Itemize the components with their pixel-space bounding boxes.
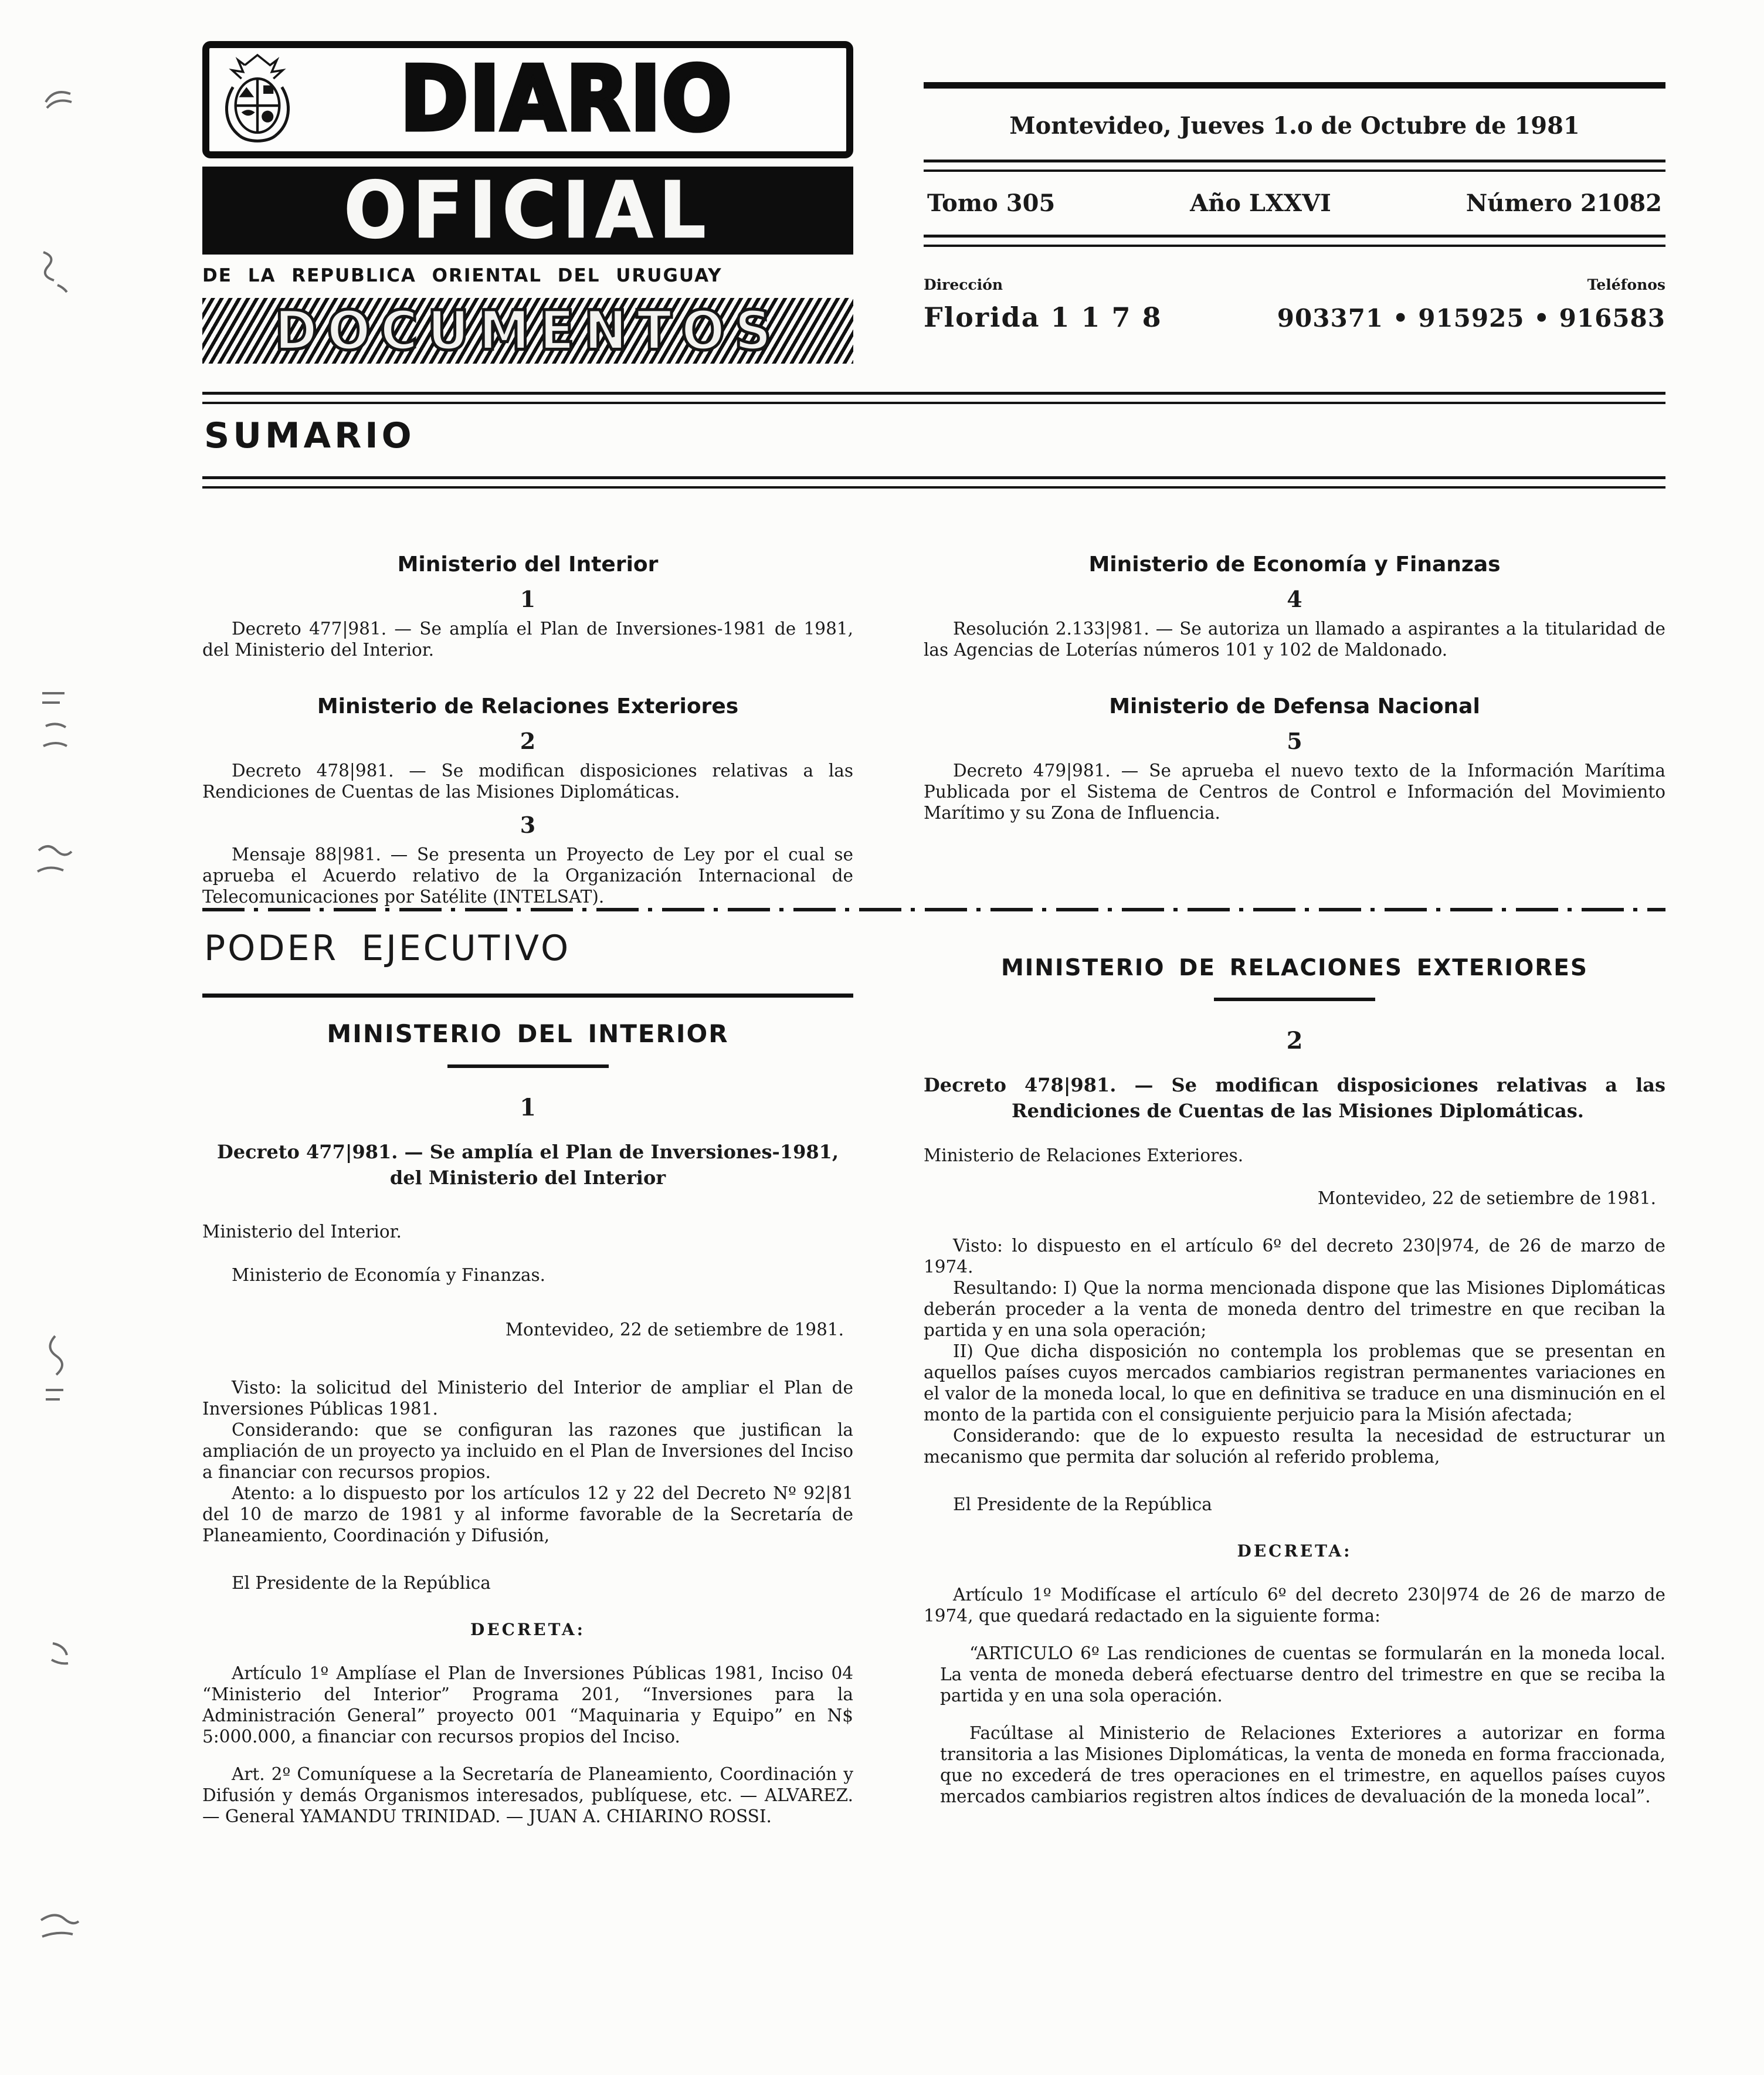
masthead-subtitle: DE LA REPUBLICA ORIENTAL DEL URUGUAY bbox=[202, 265, 722, 286]
documentos-label: DOCUMENTOS bbox=[274, 299, 781, 362]
poder-ejecutivo-title: PODER EJECUTIVO bbox=[204, 928, 571, 969]
issuing-ministry: Ministerio de Economía y Finanzas. bbox=[232, 1265, 546, 1285]
interior-ministry-heading: MINISTERIO DEL INTERIOR bbox=[327, 1019, 729, 1048]
decree-article: Art. 2º Comuníquese a la Secretaría de Planeamiento, Coordinación y Difusión y demás Organismos interesados, publíquese, etc. — ALVAREZ. — General YAMANDU TRINIDAD. — JUAN A. CHIARINO ROSSI. bbox=[202, 1764, 853, 1826]
decree-article-quote: Facúltase al Ministerio de Relaciones Exteriores a autorizar en forma transitoria a las Misiones Diplomáticas, la venta de moneda en forma fraccionada, que no excederá de tres operaciones en el trimestre, en aquellos países cuyos mercados cambiarios registren altos índices de devaluación de la moneda local”. bbox=[940, 1723, 1665, 1806]
sumario-left-column bbox=[202, 544, 853, 907]
decreta-label: DECRETA: bbox=[470, 1620, 585, 1639]
telefonos-label: Teléfonos bbox=[1587, 276, 1665, 293]
decreta-label: DECRETA: bbox=[1237, 1541, 1352, 1561]
decree-paragraph: Considerando: que de lo expuesto resulta la necesidad de estructurar un mecanismo que permita dar solución al referido problema, bbox=[924, 1426, 1665, 1467]
decree-paragraph: II) Que dicha disposición no contempla los problemas que se presentan en aquellos países cuyos mercados cambiarios registran permanentes variaciones en el valor de la moneda local, lo que en definitiva se traduce en una disminución en el monto de la partida con el consiguiente perjuicio para la Misión afectada; bbox=[924, 1341, 1665, 1425]
margin-mark bbox=[41, 82, 76, 111]
sumario-right-column bbox=[924, 544, 1665, 907]
margin-mark bbox=[38, 1331, 73, 1408]
decree-dateline: Montevideo, 22 de setiembre de 1981. bbox=[505, 1320, 844, 1340]
header-bottom-double-rule bbox=[202, 392, 1665, 404]
sumario-heading: Ministerio del Interior bbox=[397, 552, 659, 577]
issue-header bbox=[924, 82, 1665, 333]
poder-ejecutivo-rule bbox=[202, 994, 853, 998]
sumario-double-rule bbox=[202, 476, 1665, 489]
sumario-item-number: 3 bbox=[520, 812, 536, 838]
sumario-item-text: Decreto 477|981. — Se amplía el Plan de Inversiones-1981 de 1981, del Ministerio del Interior. bbox=[202, 619, 853, 660]
sumario-item-text: Resolución 2.133|981. — Se autoriza un llamado a aspirantes a la titularidad de las Agencias de Loterías números 101 y 102 de Maldonado. bbox=[924, 619, 1665, 660]
president-line: El Presidente de la República bbox=[953, 1494, 1212, 1514]
decree-article-quote: “ARTICULO 6º Las rendiciones de cuentas se formularán en la moneda local. La venta de moneda deberá efectuarse dentro del trimestre en que se reciba la partida y en una sola operación. bbox=[940, 1643, 1665, 1706]
heading-rule bbox=[447, 1064, 609, 1068]
margin-mark bbox=[36, 246, 72, 293]
sumario-item-number: 1 bbox=[520, 586, 536, 612]
top-rule bbox=[924, 82, 1665, 89]
margin-mark bbox=[33, 839, 74, 886]
decree-dateline: Montevideo, 22 de setiembre de 1981. bbox=[1317, 1188, 1656, 1208]
sumario-section bbox=[202, 544, 1665, 907]
decree-paragraph: Considerando: que se configuran las razones que justifican la ampliación de un proyecto ya incluido en el Plan de Inversiones del Inciso a financiar con recursos propios. bbox=[202, 1420, 853, 1482]
diario-title-box bbox=[202, 41, 853, 158]
tomo-value: Tomo 305 bbox=[927, 189, 1056, 217]
sumario-item-number: 4 bbox=[1287, 586, 1302, 612]
decree-article: Artículo 1º Modifícase el artículo 6º del decreto 230|974 de 26 de marzo de 1974, que quedará redactado en la siguiente forma: bbox=[924, 1585, 1665, 1626]
uruguay-coat-of-arms-icon bbox=[219, 53, 296, 146]
decree-number: 1 bbox=[520, 1094, 536, 1121]
direccion-value: Florida 1 1 7 8 bbox=[924, 301, 1162, 333]
sumario-title: SUMARIO bbox=[204, 415, 415, 456]
margin-mark bbox=[35, 1906, 82, 1947]
decree-title: Decreto 477|981. — Se amplía el Plan de Inversiones-1981, del Ministerio del Interior bbox=[216, 1141, 839, 1189]
numero-value: Número 21082 bbox=[1466, 189, 1662, 217]
issuing-ministry: Ministerio del Interior. bbox=[202, 1222, 402, 1242]
section-separator-rule bbox=[202, 908, 1665, 911]
decree-title: Decreto 478|981. — Se modifican disposiciones relativas a las Rendiciones de Cuentas de las Misiones Diplomáticas. bbox=[924, 1074, 1665, 1122]
sumario-item-text: Decreto 479|981. — Se aprueba el nuevo texto de la Información Marítima Publicada por el Sistema de Centros de Control e Información del Movimiento Marítimo y su Zona de Influencia. bbox=[924, 761, 1665, 823]
tomo-row bbox=[924, 172, 1665, 235]
margin-mark bbox=[34, 685, 75, 755]
decree-number: 2 bbox=[1286, 1027, 1303, 1055]
contact-labels-row bbox=[924, 276, 1665, 293]
sumario-heading: Ministerio de Relaciones Exteriores bbox=[317, 694, 739, 718]
president-line: El Presidente de la República bbox=[232, 1573, 491, 1593]
direccion-label: Dirección bbox=[924, 276, 1003, 293]
oficial-title-box bbox=[202, 167, 853, 255]
masthead-title-oficial: OFICIAL bbox=[344, 165, 712, 256]
masthead-title-diario: DIARIO bbox=[400, 48, 733, 151]
sumario-heading: Ministerio de Defensa Nacional bbox=[1109, 694, 1480, 718]
double-rule bbox=[924, 160, 1665, 172]
contact-values-row bbox=[924, 301, 1665, 333]
sumario-heading: Ministerio de Economía y Finanzas bbox=[1088, 552, 1501, 577]
exteriores-ministry-heading: MINISTERIO DE RELACIONES EXTERIORES bbox=[1000, 955, 1589, 981]
decree-paragraph: Visto: la solicitud del Ministerio del Interior de ampliar el Plan de Inversiones Públicas 1981. bbox=[202, 1378, 853, 1419]
double-rule bbox=[924, 235, 1665, 247]
decree-paragraph: Atento: a lo dispuesto por los artículos 12 y 22 del Decreto Nº 92|81 del 10 de marzo de 1981 y al informe favorable de la Secretaría de Planeamiento, Coordinación y Difusión, bbox=[202, 1483, 853, 1545]
interior-decree-column bbox=[202, 1019, 853, 1843]
sumario-item-text: Mensaje 88|981. — Se presenta un Proyecto de Ley por el cual se aprueba el Acuerdo relativo de la Organización Internacional de Telecomunicaciones por Satélite (INTELSAT). bbox=[202, 845, 853, 907]
decree-article: Artículo 1º Amplíase el Plan de Inversiones Públicas 1981, Inciso 04 “Ministerio del Interior” Programa 201, “Inversiones para la Administración General” proyecto 001 “Maquinaria y Equipo” en N$ 5:000.000, a financiar con recursos propios del Inciso. bbox=[202, 1663, 853, 1747]
documentos-band bbox=[202, 298, 853, 364]
decree-paragraph: Resultando: I) Que la norma mencionada dispone que las Misiones Diplomáticas deberán proceder a la venta de moneda dentro del trimestre en que reciban la partida y en una sola operación; bbox=[924, 1278, 1665, 1340]
issue-date: Montevideo, Jueves 1.o de Octubre de 1981 bbox=[1009, 112, 1580, 140]
masthead bbox=[202, 41, 853, 364]
telefonos-value: 903371 • 915925 • 916583 bbox=[1277, 304, 1665, 333]
exteriores-decree-column bbox=[924, 955, 1665, 1823]
issuing-ministry: Ministerio de Relaciones Exteriores. bbox=[924, 1145, 1244, 1165]
sumario-item-number: 2 bbox=[520, 728, 536, 754]
heading-rule bbox=[1214, 998, 1375, 1001]
margin-mark bbox=[46, 1636, 75, 1671]
sumario-item-text: Decreto 478|981. — Se modifican disposiciones relativas a las Rendiciones de Cuentas de las Misiones Diplomáticas. bbox=[202, 761, 853, 802]
sumario-item-number: 5 bbox=[1287, 728, 1302, 754]
ano-value: Año LXXVI bbox=[1190, 189, 1331, 217]
decree-paragraph: Visto: lo dispuesto en el artículo 6º del decreto 230|974, de 26 de marzo de 1974. bbox=[924, 1236, 1665, 1277]
